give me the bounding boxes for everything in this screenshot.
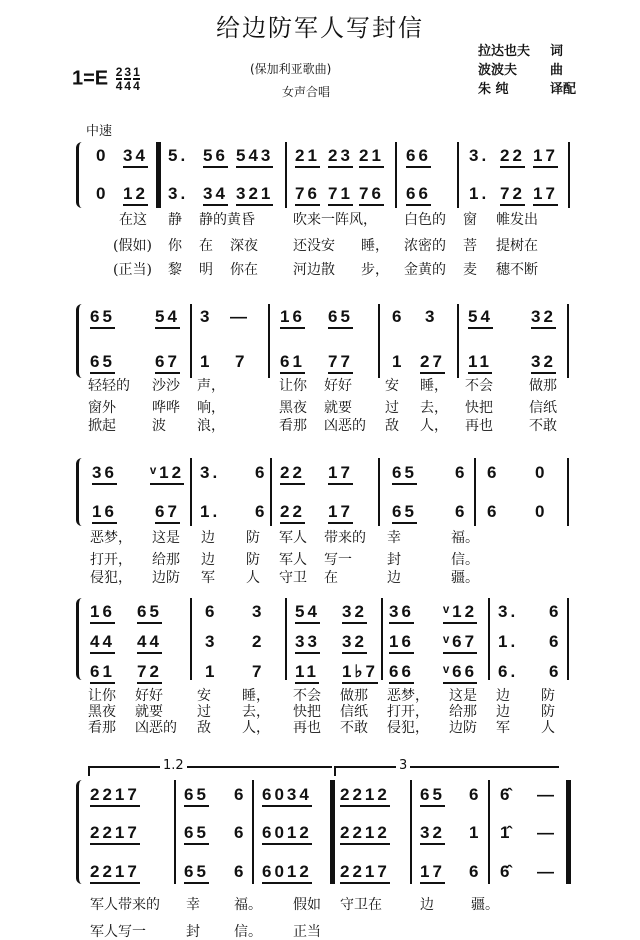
lyric-word: 正当 (293, 924, 321, 940)
note-group: 22 (280, 463, 305, 485)
barline (457, 304, 459, 378)
lyric-word: 这是 (152, 530, 180, 546)
note-group: 321 (236, 184, 273, 206)
note-group: 34 (123, 146, 148, 168)
repeat-barline (330, 780, 336, 884)
note-group: 6 (455, 502, 468, 521)
lyric-word: 声， (197, 378, 225, 394)
lyric-word: 浓密的 (404, 238, 446, 254)
note-group: 61 (280, 352, 305, 374)
note-group: — (537, 862, 557, 881)
barline (457, 142, 459, 208)
lyric-word: 做那 (340, 688, 368, 704)
note-group: 11 (468, 352, 492, 374)
time-num: 2 (115, 65, 123, 79)
lyric-word: 去， (242, 704, 270, 720)
note-group: 7 (235, 352, 248, 371)
barline (270, 458, 272, 526)
barline (410, 780, 412, 884)
lyric-word: 边 (201, 552, 215, 568)
lyric-word: 让你 (279, 378, 307, 394)
lyric-word: 穗不断 (496, 262, 538, 278)
note-group: 2217 (90, 823, 140, 845)
lyric-word: 睡， (420, 378, 448, 394)
note-group: 6 (469, 862, 482, 881)
note-group: 21 (295, 146, 320, 168)
lyric-word: 窗外 (88, 400, 116, 416)
barline (378, 304, 380, 378)
lyric-word: 窗 (463, 212, 477, 228)
lyric-word: 轻轻的 (88, 378, 130, 394)
time-signature-2-4 (116, 66, 123, 92)
note-group: 33 (295, 632, 320, 654)
note-group: 3 (205, 632, 218, 651)
note-group: 17 (328, 463, 353, 485)
note-group: 6 (469, 785, 482, 804)
barline (568, 142, 570, 208)
note-group: 67 (155, 352, 180, 374)
lyric-word: 麦 (463, 262, 477, 278)
lyric-word: 边 (387, 570, 401, 586)
time-num: 1 (133, 65, 140, 79)
lyric-word: 浪， (197, 418, 225, 434)
lyric-word: 恶梦， (90, 530, 132, 546)
note-group: 66 (406, 184, 431, 206)
time-den: 4 (115, 79, 123, 93)
note-group: 77 (328, 352, 353, 374)
note-group: 65 (137, 602, 162, 624)
lyric-word: 白色的 (404, 212, 446, 228)
lyric-word: 睡， (242, 688, 270, 704)
lyric-word: 军 (201, 570, 215, 586)
note-group: 72 (137, 662, 162, 684)
key-signature (72, 66, 140, 92)
system-brace (76, 598, 82, 680)
note-group: 1 (469, 823, 482, 842)
lyric-word: 军人写一 (90, 924, 146, 940)
note-group: 23 (328, 146, 353, 168)
lyric-word: 不会 (293, 688, 321, 704)
note-group: 6 (549, 632, 562, 651)
lyric-word: 帷发出 (496, 212, 538, 228)
note-group: 17 (328, 502, 353, 524)
credit-name: 波波夫 (478, 63, 518, 78)
note-group: 6 (255, 502, 268, 521)
note-group: 6 (392, 307, 405, 326)
lyric-word: 防 (541, 704, 555, 720)
lyric-word: 守卫在 (340, 897, 382, 913)
lyric-word: 安 (197, 688, 211, 704)
note-group: 32 (531, 352, 556, 374)
lyric-word: 疆。 (451, 570, 479, 586)
note-group: ᵛ66 (443, 662, 477, 684)
note-group: 0 (535, 463, 548, 482)
note-group: 3 (200, 307, 213, 326)
lyric-word: 好好 (135, 688, 163, 704)
note-group: 2217 (90, 862, 140, 884)
lyric-word: 这是 (449, 688, 477, 704)
lyric-word: 提树在 (496, 238, 538, 254)
lyric-word: 信纸 (529, 400, 557, 416)
barline (381, 598, 383, 680)
note-group: 543 (236, 146, 273, 168)
lyric-word: 福。 (234, 897, 262, 913)
lyric-word: 步， (361, 262, 389, 278)
lyric-word: 快把 (293, 704, 321, 720)
note-group: 56 (203, 146, 228, 168)
lyric-word: 人 (246, 570, 260, 586)
note-group: 27 (420, 352, 445, 374)
note-group: 6. (498, 662, 519, 681)
lyric-word: 掀起 (88, 418, 116, 434)
lyric-word: 给那 (449, 704, 477, 720)
lyric-word: 黎 (168, 262, 182, 278)
credit-name: 拉达也夫 (478, 44, 531, 59)
note-group: — (537, 785, 557, 804)
lyric-word: 军人 (279, 552, 307, 568)
lyric-word: 侵犯， (387, 720, 429, 736)
note-group: 1 (392, 352, 405, 371)
lyric-word: 军人带来的 (90, 897, 160, 913)
barline (474, 458, 476, 526)
time-den: 4 (133, 79, 140, 93)
credit-role: 词 (550, 44, 564, 59)
note-group: 6 (549, 662, 562, 681)
barline (252, 780, 254, 884)
lyric-word: 疆。 (471, 897, 499, 913)
note-group: 16 (92, 502, 117, 524)
credit-translator (478, 78, 577, 97)
note-group: 65 (392, 502, 417, 524)
note-group: 65 (392, 463, 417, 485)
note-group: 32 (420, 823, 445, 845)
note-group: 17 (533, 146, 558, 168)
note-group: 2212 (340, 823, 390, 845)
note-group: 6̂ (500, 862, 513, 881)
lyric-word: 军 (496, 720, 510, 736)
lyric-word: 给那 (152, 552, 180, 568)
credit-name: 朱 纯 (478, 82, 509, 97)
lyric-word: 做那 (529, 378, 557, 394)
repeat-barline (156, 142, 162, 208)
final-barline (566, 780, 571, 884)
note-group: 3 (425, 307, 438, 326)
note-group: 65 (184, 862, 209, 884)
system-brace (76, 458, 82, 526)
note-group: 1̂ (500, 823, 513, 842)
note-group: 32 (531, 307, 556, 329)
time-signature-3-4 (124, 66, 131, 92)
lyric-word: 封 (387, 552, 401, 568)
note-group: 17 (420, 862, 445, 884)
note-group: 65 (90, 352, 115, 374)
note-group: 66 (406, 146, 431, 168)
lyric-word: 恶梦， (387, 688, 429, 704)
note-group: 2 (252, 632, 265, 651)
note-group: 2212 (340, 785, 390, 807)
credit-composer (478, 59, 564, 78)
lyric-word: 沙沙 (152, 378, 180, 394)
time-num: 3 (124, 65, 132, 79)
barline (285, 598, 287, 680)
system-brace (76, 780, 82, 884)
lyric-word: 吹来一阵风， (293, 212, 377, 228)
note-group: 16 (389, 632, 414, 654)
lyric-word: 不敢 (529, 418, 557, 434)
note-group: 6 (234, 823, 247, 842)
note-group: 0 (96, 146, 109, 165)
barline (567, 304, 569, 378)
barline (190, 598, 192, 680)
tempo-marking: 中速 (86, 124, 113, 139)
note-group: ᵛ67 (443, 632, 477, 654)
barline (190, 304, 192, 378)
note-group: 6 (549, 602, 562, 621)
note-group: 1 (200, 352, 213, 371)
note-group: 36 (92, 463, 117, 485)
volta-bracket (88, 758, 332, 776)
lyric-word: 在 (199, 238, 213, 254)
lyric-word: 看那 (279, 418, 307, 434)
note-group: — (537, 823, 557, 842)
note-group: 65 (328, 307, 353, 329)
lyric-word: 打开， (387, 704, 429, 720)
lyric-word: 人 (541, 720, 555, 736)
time-signature-1-4 (133, 66, 140, 92)
lyric-word: 响， (197, 400, 225, 416)
note-group: 32 (342, 632, 367, 654)
lyric-word: 你 (168, 238, 182, 254)
note-group: 1. (469, 184, 490, 203)
lyric-word: 静的黄昏 (199, 212, 255, 228)
note-group: 0 (96, 184, 109, 203)
lyric-word: 快把 (465, 400, 493, 416)
voice-type: 女声合唱 (282, 85, 331, 99)
note-group: 16 (280, 307, 305, 329)
lyric-word: 就要 (324, 400, 352, 416)
note-group: 12 (123, 184, 148, 206)
note-group: 54 (468, 307, 493, 329)
lyric-word: 过 (385, 400, 399, 416)
barline (378, 458, 380, 526)
note-group: 44 (137, 632, 162, 654)
system-brace (76, 142, 82, 208)
volta-label: 1.2 (160, 758, 187, 773)
lyric-word: 再也 (293, 720, 321, 736)
lyric-word: 边防 (449, 720, 477, 736)
note-group: 3. (168, 184, 189, 203)
lyric-word: 边 (420, 897, 434, 913)
system-brace (76, 304, 82, 378)
note-group: ᵛ12 (443, 602, 477, 624)
barline (395, 142, 397, 208)
credit-lyricist (478, 40, 564, 59)
lyric-word: 好好 (324, 378, 352, 394)
note-group: 54 (295, 602, 320, 624)
song-origin: (保加利亚歌曲) (250, 62, 332, 76)
lyric-word: 敌 (385, 418, 399, 434)
lyric-word: 信。 (234, 924, 262, 940)
lyric-word: 边 (201, 530, 215, 546)
lyric-word: 人， (242, 720, 270, 736)
note-group: 54 (155, 307, 180, 329)
lyric-word: 安 (385, 378, 399, 394)
note-group: 1♭7 (342, 662, 378, 684)
note-group: 36 (389, 602, 414, 624)
note-group: 76 (359, 184, 384, 206)
lyric-word: 不敢 (340, 720, 368, 736)
lyric-word: 福。 (451, 530, 479, 546)
barline (488, 780, 490, 884)
lyric-word: 写一 (324, 552, 352, 568)
lyric-word: 封 (186, 924, 200, 940)
lyric-word: 睡， (361, 238, 389, 254)
lyric-word: 菩 (463, 238, 477, 254)
lyric-word: 看那 (88, 720, 116, 736)
note-group: 6 (455, 463, 468, 482)
lyric-word: 幸 (387, 530, 401, 546)
note-group: — (230, 307, 250, 326)
lyric-word: 边防 (152, 570, 180, 586)
lyric-word: 深夜 (230, 238, 258, 254)
lyric-word: 静 (168, 212, 182, 228)
note-group: 2217 (340, 862, 390, 884)
lyric-word: 信纸 (340, 704, 368, 720)
key-label: 1=E (72, 67, 109, 90)
lyric-word: 打开， (90, 552, 132, 568)
lyric-word: 军人 (279, 530, 307, 546)
note-group: 6 (234, 785, 247, 804)
note-group: 0 (535, 502, 548, 521)
lyric-word: 河边散 (293, 262, 335, 278)
note-group: 6012 (262, 862, 312, 884)
note-group: 3. (469, 146, 490, 165)
note-group: 6 (255, 463, 268, 482)
barline (268, 304, 270, 378)
lyric-word: 凶恶的 (135, 720, 177, 736)
barline (190, 458, 192, 526)
note-group: 6 (487, 502, 500, 521)
lyric-word: 在这 (119, 212, 147, 228)
barline (174, 780, 176, 884)
note-group: 6 (205, 602, 218, 621)
lyric-word: (正当) (113, 262, 152, 278)
lyric-word: 信。 (451, 552, 479, 568)
note-group: 22 (280, 502, 305, 524)
lyric-word: 在 (324, 570, 338, 586)
note-group: 6034 (262, 785, 312, 807)
note-group: 67 (155, 502, 180, 524)
credit-role: 曲 (550, 63, 564, 78)
note-group: 1 (205, 662, 218, 681)
note-group: 6̂ (500, 785, 513, 804)
lyric-word: 黑夜 (88, 704, 116, 720)
credit-role: 译配 (550, 82, 577, 97)
note-group: 3. (498, 602, 519, 621)
barline (567, 598, 569, 680)
lyric-word: 带来的 (324, 530, 366, 546)
note-group: 61 (90, 662, 115, 684)
lyric-word: 边 (496, 704, 510, 720)
note-group: 3 (252, 602, 265, 621)
note-group: 1. (200, 502, 221, 521)
note-group: 22 (500, 146, 525, 168)
lyric-word: 假如 (293, 897, 321, 913)
note-group: 6 (234, 862, 247, 881)
lyric-word: 幸 (186, 897, 200, 913)
lyric-word: 哗哗 (152, 400, 180, 416)
note-group: 66 (389, 662, 414, 684)
lyric-word: 防 (246, 530, 260, 546)
lyric-word: 就要 (135, 704, 163, 720)
lyric-word: 不会 (465, 378, 493, 394)
note-group: 6 (487, 463, 500, 482)
lyric-word: 让你 (88, 688, 116, 704)
time-den: 4 (124, 79, 132, 93)
note-group: 32 (342, 602, 367, 624)
note-group: 16 (90, 602, 115, 624)
note-group: ᵛ12 (150, 463, 184, 485)
song-title: 给边防军人写封信 (216, 14, 424, 42)
note-group: 44 (90, 632, 115, 654)
note-group: 2217 (90, 785, 140, 807)
lyric-word: 波 (152, 418, 166, 434)
lyric-word: 侵犯， (90, 570, 132, 586)
note-group: 76 (295, 184, 320, 206)
barline (567, 458, 569, 526)
lyric-word: 边 (496, 688, 510, 704)
lyric-word: 还没安 (293, 238, 335, 254)
lyric-word: 你在 (230, 262, 258, 278)
lyric-word: 过 (197, 704, 211, 720)
lyric-word: 再也 (465, 418, 493, 434)
note-group: 72 (500, 184, 525, 206)
note-group: 65 (184, 785, 209, 807)
note-group: 71 (328, 184, 353, 206)
note-group: 65 (184, 823, 209, 845)
barline (285, 142, 287, 208)
note-group: 11 (295, 662, 319, 684)
lyric-word: 守卫 (279, 570, 307, 586)
lyric-word: 防 (541, 688, 555, 704)
note-group: 5. (168, 146, 189, 165)
lyric-word: 人， (420, 418, 448, 434)
note-group: 21 (359, 146, 384, 168)
note-group: 65 (90, 307, 115, 329)
note-group: 17 (533, 184, 558, 206)
note-group: 34 (203, 184, 228, 206)
note-group: 6012 (262, 823, 312, 845)
lyric-word: (假如) (113, 238, 152, 254)
note-group: 3. (200, 463, 221, 482)
lyric-word: 凶恶的 (324, 418, 366, 434)
lyric-word: 敌 (197, 720, 211, 736)
lyric-word: 黑夜 (279, 400, 307, 416)
note-group: 1. (498, 632, 519, 651)
lyric-word: 防 (246, 552, 260, 568)
lyric-word: 明 (199, 262, 213, 278)
lyric-word: 去， (420, 400, 448, 416)
note-group: 7 (252, 662, 265, 681)
lyric-word: 金黄的 (404, 262, 446, 278)
barline (488, 598, 490, 680)
volta-label: 3 (396, 758, 410, 773)
volta-bracket (334, 758, 559, 776)
note-group: 65 (420, 785, 445, 807)
